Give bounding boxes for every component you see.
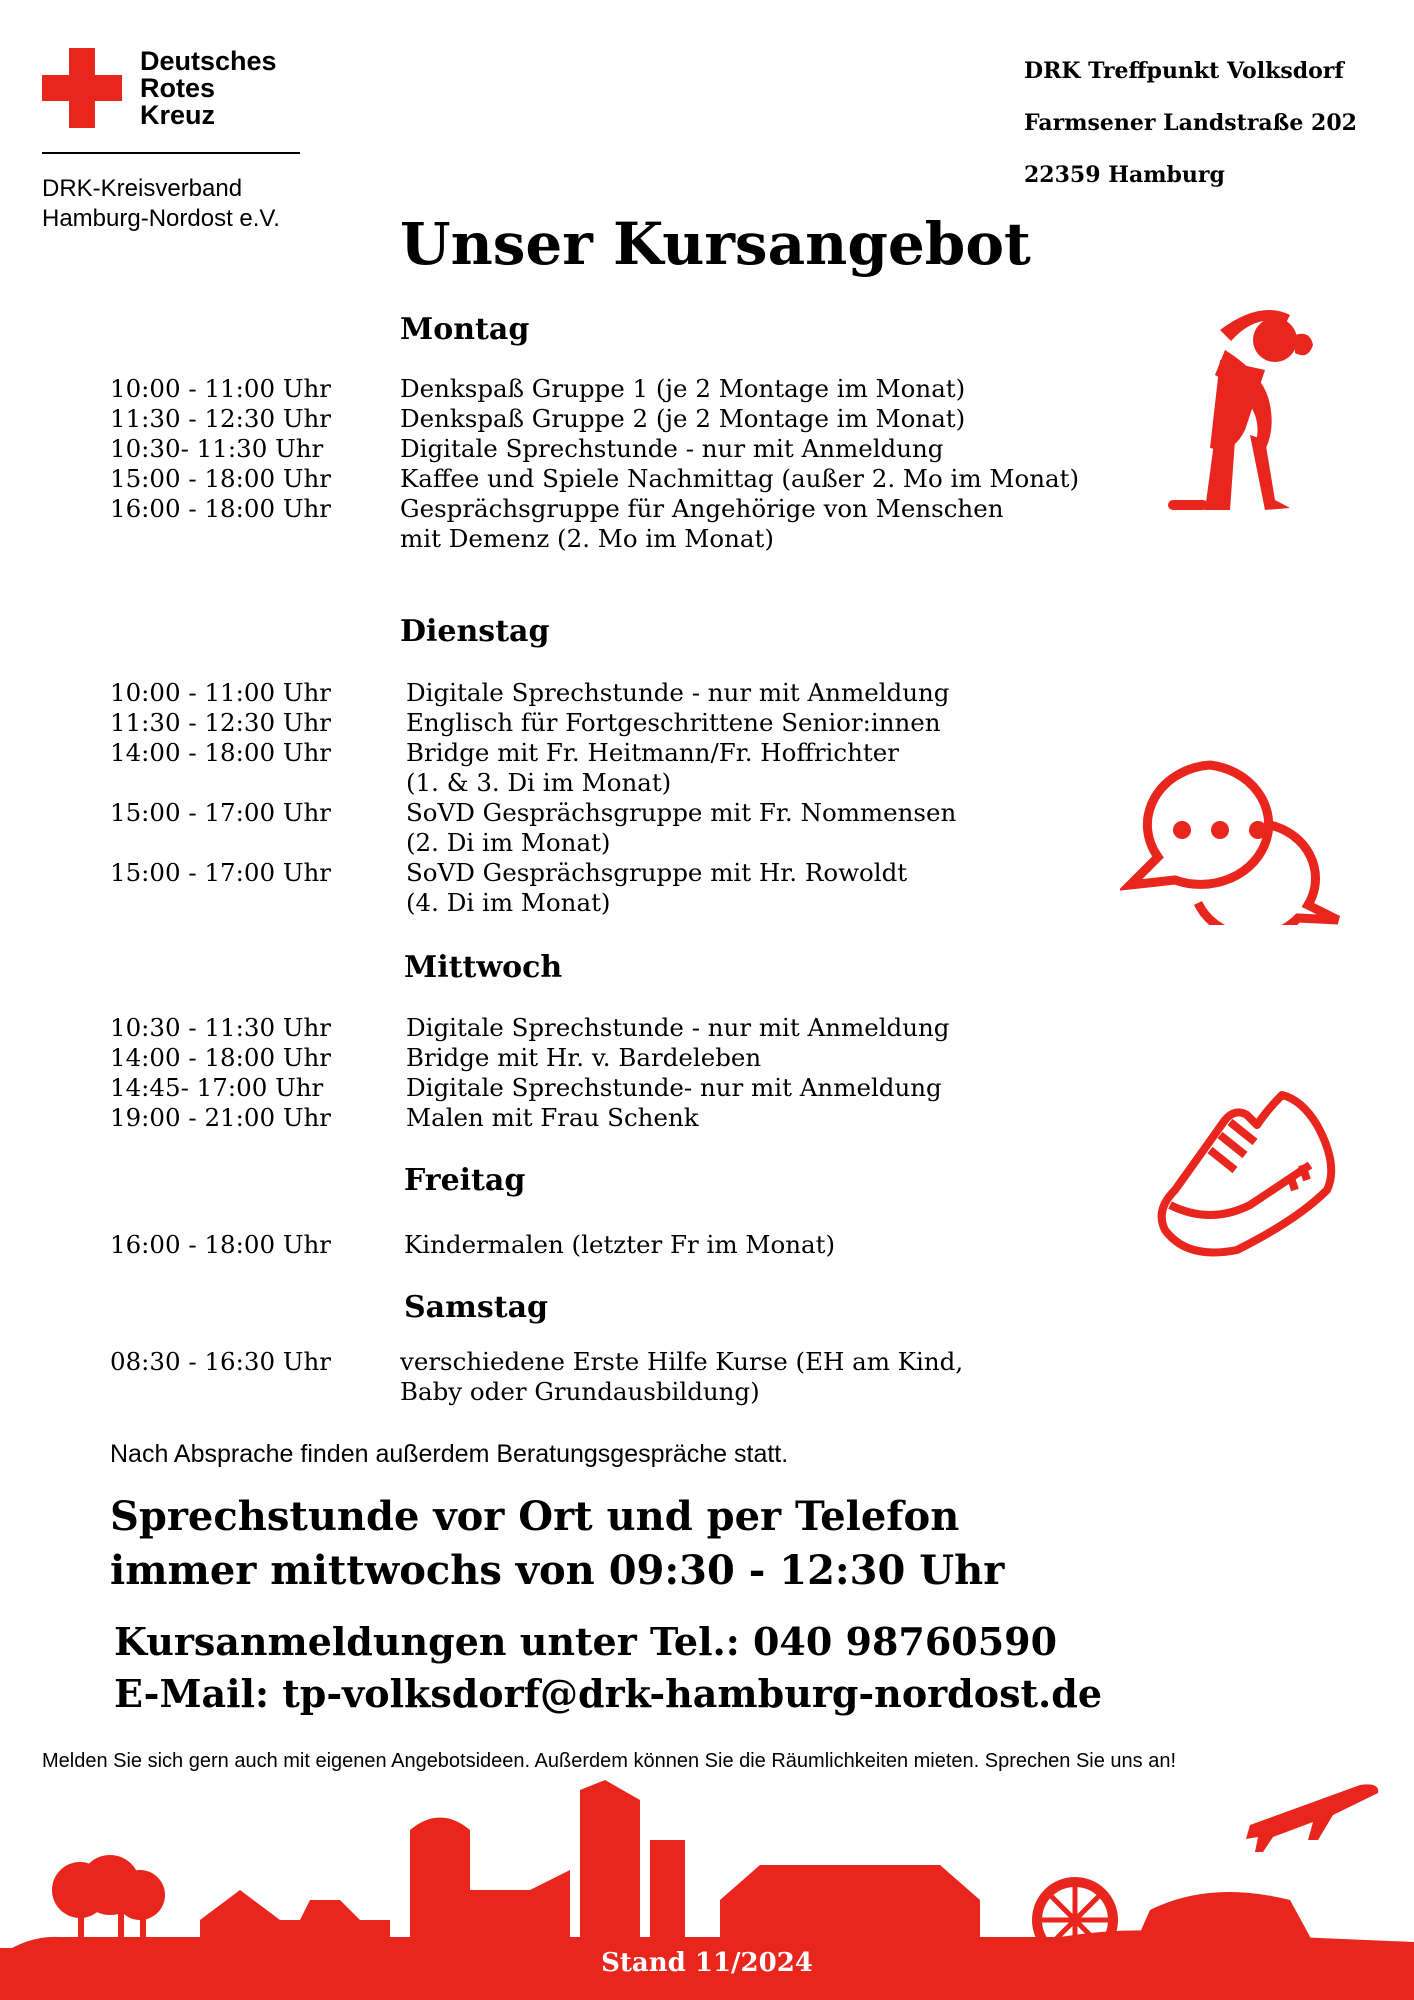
- row-time: 15:00 - 17:00 Uhr: [110, 798, 331, 827]
- row-time: 16:00 - 18:00 Uhr: [110, 494, 331, 523]
- row-time: 11:30 - 12:30 Uhr: [110, 404, 331, 433]
- row-activity: Kindermalen (letzter Fr im Monat): [404, 1230, 836, 1259]
- row-time: 10:30- 11:30 Uhr: [110, 434, 324, 463]
- address-block: [1024, 58, 1357, 214]
- email-line: E-Mail: tp-volksdorf@drk-hamburg-nordost.de: [114, 1671, 1103, 1716]
- row-time: 14:00 - 18:00 Uhr: [110, 738, 331, 767]
- row-activity: SoVD Gesprächsgruppe mit Hr. Rowoldt (4. Di im Monat): [406, 858, 908, 917]
- sprechstunde-block: [110, 1490, 1004, 1598]
- row-time: 08:30 - 16:30 Uhr: [110, 1347, 331, 1376]
- row-time: 19:00 - 21:00 Uhr: [110, 1103, 331, 1132]
- row-activity: Denkspaß Gruppe 2 (je 2 Montage im Monat): [400, 404, 966, 433]
- row-activity: Gesprächsgruppe für Angehörige von Menschen mit Demenz (2. Mo im Monat): [400, 494, 1004, 553]
- row-activity: Bridge mit Hr. v. Bardeleben: [406, 1043, 762, 1072]
- row-time: 14:00 - 18:00 Uhr: [110, 1043, 331, 1072]
- brand-line: Kreuz: [140, 100, 216, 130]
- row-time: 10:00 - 11:00 Uhr: [110, 374, 331, 403]
- brand-line: Rotes: [140, 73, 216, 103]
- stand-date: Stand 11/2024: [601, 1948, 813, 1978]
- verband-line: Hamburg-Nordost e.V.: [42, 205, 280, 232]
- footer-note: Melden Sie sich gern auch mit eigenen Angebotsideen. Außerdem können Sie die Räumlichkeiten mieten. Sprechen Sie uns an!: [42, 1750, 1177, 1772]
- day-heading-dienstag: Dienstag: [400, 614, 550, 649]
- row-time: 10:00 - 11:00 Uhr: [110, 678, 331, 707]
- red-cross-icon: [42, 48, 122, 128]
- row-activity: Digitale Sprechstunde - nur mit Anmeldung: [400, 434, 944, 463]
- address-line: 22359 Hamburg: [1024, 162, 1225, 188]
- contact-block: [114, 1616, 1102, 1720]
- brand-line: Deutsches: [140, 46, 277, 76]
- row-time: 16:00 - 18:00 Uhr: [110, 1230, 331, 1259]
- row-activity: Malen mit Frau Schenk: [406, 1103, 699, 1132]
- row-activity: Englisch für Fortgeschrittene Senior:innen: [406, 708, 941, 737]
- logo-divider: [42, 152, 300, 154]
- brand-name: [140, 48, 277, 129]
- page-title: Unser Kursangebot: [400, 210, 1031, 278]
- row-time: 15:00 - 17:00 Uhr: [110, 858, 331, 887]
- sprechstunde-line: immer mittwochs von 09:30 - 12:30 Uhr: [110, 1547, 1005, 1594]
- row-activity: Denkspaß Gruppe 1 (je 2 Montage im Monat): [400, 374, 966, 403]
- row-activity: Kaffee und Spiele Nachmittag (außer 2. Mo im Monat): [400, 464, 1080, 493]
- phone-line: Kursanmeldungen unter Tel.: 040 98760590: [114, 1619, 1058, 1664]
- beratung-note: Nach Absprache finden außerdem Beratungsgespräche statt.: [110, 1440, 789, 1468]
- row-time: 10:30 - 11:30 Uhr: [110, 1013, 331, 1042]
- day-heading-freitag: Freitag: [404, 1163, 526, 1198]
- row-time: 14:45- 17:00 Uhr: [110, 1073, 324, 1102]
- row-activity: verschiedene Erste Hilfe Kurse (EH am Kind, Baby oder Grundausbildung): [400, 1347, 964, 1406]
- sneaker-icon: [1150, 1080, 1340, 1260]
- row-time: 11:30 - 12:30 Uhr: [110, 708, 331, 737]
- verband-name: [42, 174, 280, 234]
- day-heading-mittwoch: Mittwoch: [404, 950, 563, 985]
- row-activity: Digitale Sprechstunde - nur mit Anmeldung: [406, 1013, 950, 1042]
- row-activity: Digitale Sprechstunde - nur mit Anmeldung: [406, 678, 950, 707]
- address-line: DRK Treffpunkt Volksdorf: [1024, 58, 1344, 84]
- day-heading-montag: Montag: [400, 312, 530, 347]
- row-time: 15:00 - 18:00 Uhr: [110, 464, 331, 493]
- row-activity: Digitale Sprechstunde- nur mit Anmeldung: [406, 1073, 942, 1102]
- row-activity: SoVD Gesprächsgruppe mit Fr. Nommensen (2. Di im Monat): [406, 798, 957, 857]
- address-line: Farmsener Landstraße 202: [1024, 110, 1357, 136]
- day-heading-samstag: Samstag: [404, 1290, 549, 1325]
- chat-bubbles-icon: [1120, 755, 1370, 925]
- row-activity: Bridge mit Fr. Heitmann/Fr. Hoffrichter (1. & 3. Di im Monat): [406, 738, 899, 797]
- stretching-person-icon: [1160, 300, 1330, 520]
- verband-line: DRK-Kreisverband: [42, 175, 243, 202]
- sprechstunde-line: Sprechstunde vor Ort und per Telefon: [110, 1493, 960, 1540]
